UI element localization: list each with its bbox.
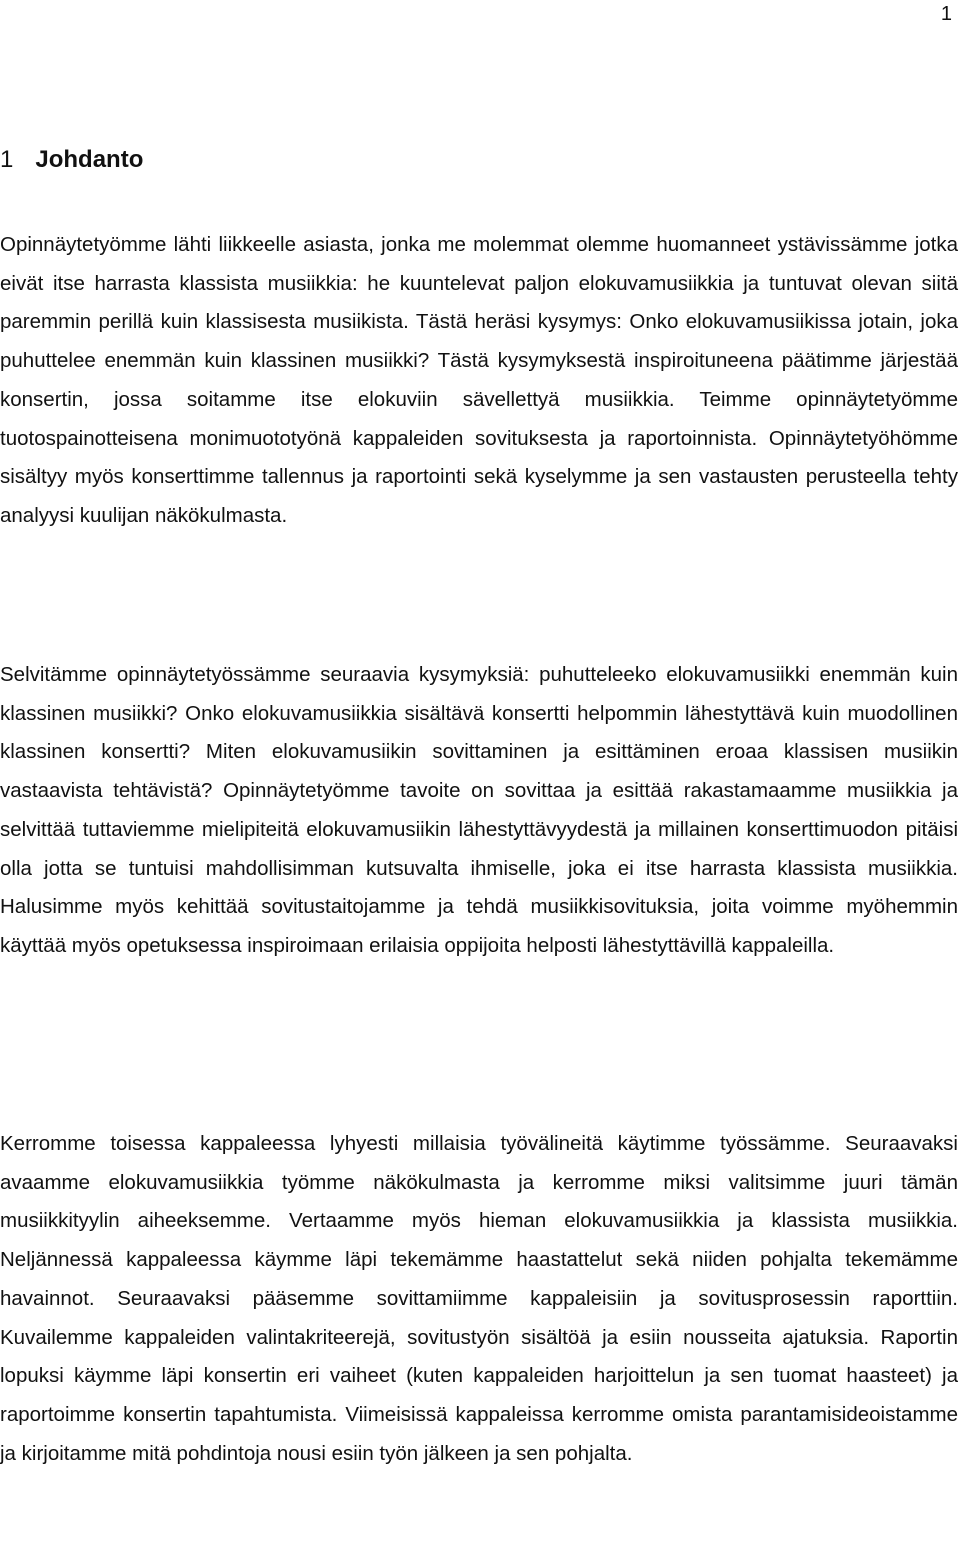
- body-paragraph-1: Opinnäytetyömme lähti liikkeelle asiasta, jonka me molemmat olemme huomanneet ystävissämme jotka eivät itse harrasta klassista musiikkia: he kuuntelevat paljon elokuvamusiikkia ja tuntuvat olevan siitä paremmin perillä kuin klassisesta musiikista. Tästä heräsi kysymys: Onko elokuvamusiikissa jotain, joka puhuttelee enemmän kuin klassinen musiikki? Tästä kysymyksestä inspiroituneena päätimme järjestää konsertin, jossa soitamme itse elokuviin sävellettyä musiikkia. Teimme opinnäytetyömme tuotospainotteisena monimuototyönä kappaleiden sovituksesta ja raportoinnista. Opinnäytetyöhömme sisältyy myös konserttimme tallennus ja raportointi sekä kyselymme ja sen vastausten perusteella tehty analyysi kuulijan näkökulmasta.: [0, 233, 958, 527]
- chapter-title: Johdanto: [35, 146, 144, 173]
- body-paragraph-3: Kerromme toisessa kappaleessa lyhyesti millaisia työvälineitä käytimme työssämme. Seuraavaksi avaamme elokuvamusiikkia työmme näkökulmasta ja kerromme miksi valitsimme juuri tämän musiikkityylin aiheeksemme. Vertaamme myös hieman elokuvamusiikkia ja klassista musiikkia. Neljännessä kappaleessa käymme läpi tekemämme haastattelut sekä niiden pohjalta tekemämme havainnot. Seuraavaksi pääsemme sovittamiimme kappaleisiin ja sovitusprosessin raporttiin. Kuvailemme kappaleiden valintakriteerejä, sovitustyön sisältöä ja esiin nousseita ajatuksia. Raportin lopuksi käymme läpi konsertin eri vaiheet (kuten kappaleiden harjoittelun ja sen tuomat haasteet) ja raportoimme konsertin tapahtumista. Viimeisissä kappaleissa kerromme omista parantamisideoistamme ja kirjoitamme mitä pohdintoja nousi esiin työn jälkeen ja sen pohjalta.: [0, 1132, 958, 1465]
- page-number: 1: [940, 3, 952, 25]
- chapter-heading: [0, 144, 143, 176]
- body-paragraph-2: Selvitämme opinnäytetyössämme seuraavia kysymyksiä: puhutteleeko elokuvamusiikki enemmän kuin klassinen musiikki? Onko elokuvamusiikkia sisältävä konsertti helpommin lähestyttävä kuin muodollinen klassinen konsertti? Miten elokuvamusiikin sovittaminen ja esittäminen eroaa klassisen musiikin vastaavista tehtävistä? Opinnäytetyömme tavoite on sovittaa ja esittää rakastamaamme musiikkia ja selvittää tuttaviemme mielipiteitä elokuvamusiikin lähestyttävyydestä ja millainen konserttimuodon pitäisi olla jotta se tuntuisi mahdollisimman kutsuvalta ihmiselle, joka ei itse harrasta klassista musiikkia. Halusimme myös kehittää sovitustaitojamme ja tehdä musiikkisovituksia, joita voimme myöhemmin käyttää myös opetuksessa inspiroimaan erilaisia oppijoita helposti lähestyttävillä kappaleilla.: [0, 663, 958, 957]
- chapter-number: 1: [0, 146, 14, 173]
